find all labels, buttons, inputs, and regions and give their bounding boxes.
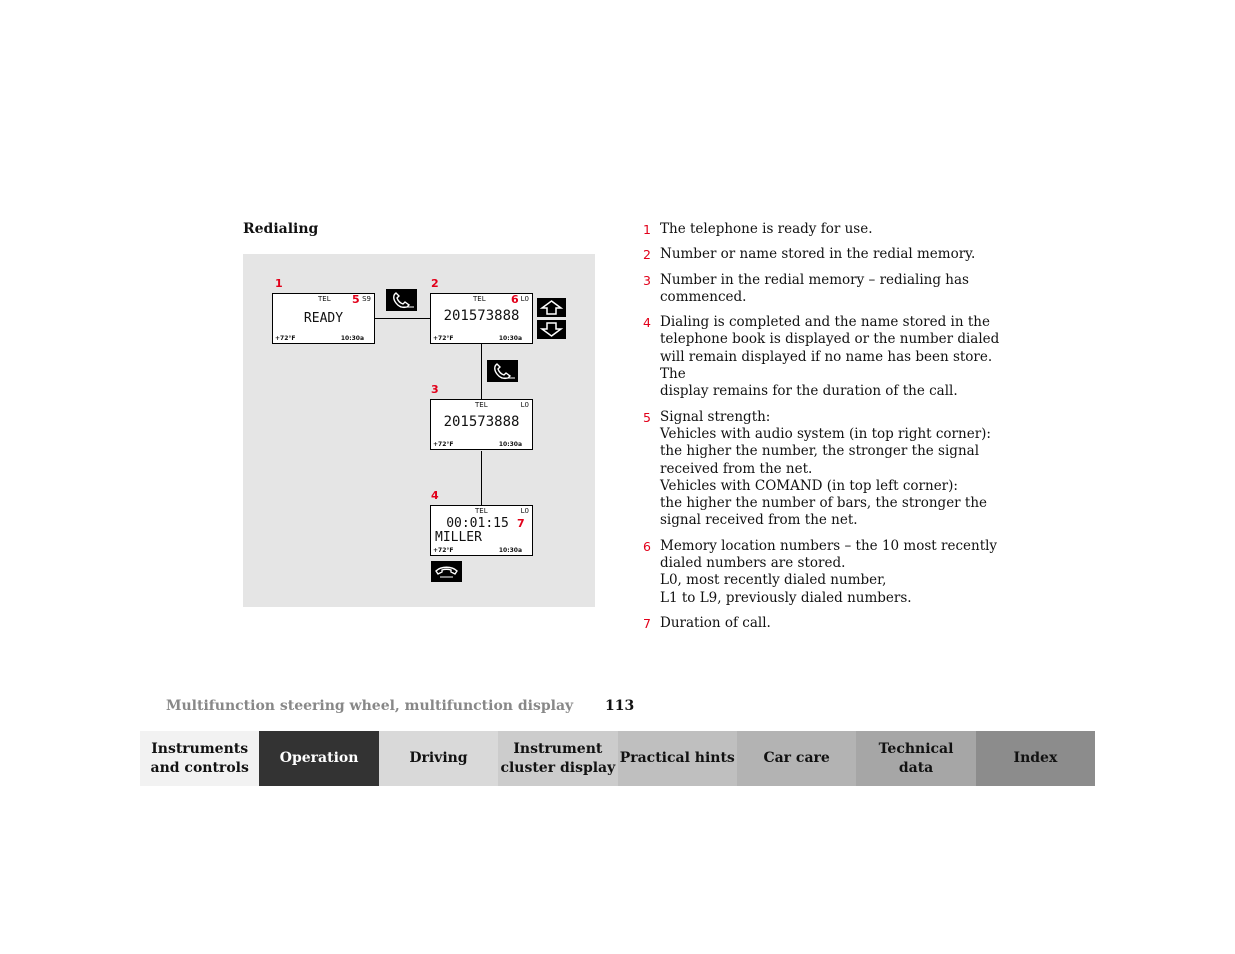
legend-item	[643, 314, 1003, 400]
legend-number: 2	[643, 247, 651, 263]
nav-tab-driving[interactable]: Driving	[379, 731, 498, 786]
arrow-up-icon	[537, 298, 566, 317]
nav-tab-index[interactable]: Index	[976, 731, 1095, 786]
page-number: 113	[605, 698, 635, 714]
footer-chapter-title: Multifunction steering wheel, multifunction display	[166, 698, 574, 714]
step-number: 2	[431, 277, 439, 290]
nav-tab-operation[interactable]: Operation	[259, 731, 378, 786]
connector-line	[481, 344, 482, 399]
section-title: Redialing	[243, 221, 319, 237]
display-signal-level: S9	[362, 295, 371, 303]
legend-number: 3	[643, 272, 651, 288]
legend-item	[643, 221, 1003, 238]
display-temperature: +72°F	[275, 335, 296, 342]
display-memory-location: L0	[520, 401, 529, 409]
legend-list	[643, 221, 1003, 640]
phone-hangup-icon	[431, 561, 462, 582]
connector-line	[374, 318, 431, 319]
legend-number: 6	[643, 538, 651, 554]
nav-tab-technical-data[interactable]: Technical data	[856, 731, 975, 786]
step-number: 4	[431, 489, 439, 502]
display-tel-label: TEL	[473, 295, 486, 303]
display-main-text: READY	[303, 311, 344, 326]
redialing-figure	[243, 254, 595, 607]
display-memory-location: L0	[520, 295, 529, 303]
connector-line	[481, 451, 482, 505]
display-temperature: +72°F	[433, 441, 454, 448]
legend-text: Memory location numbers – the 10 most recently dialed numbers are stored. L0, most recently dialed number, L1 to L9, previously dialed numbers.	[660, 537, 998, 606]
display-tel-label: TEL	[318, 295, 331, 303]
legend-item	[643, 246, 1003, 263]
display-marker: 7	[517, 517, 525, 530]
display-time: 10:30a	[340, 335, 364, 342]
display-caller-name: MILLER	[435, 530, 482, 545]
display-temperature: +72°F	[433, 335, 454, 342]
legend-number: 7	[643, 615, 651, 631]
nav-tab-practical-hints[interactable]: Practical hints	[618, 731, 737, 786]
display-marker: 6	[511, 293, 519, 306]
chapter-nav	[140, 731, 1095, 786]
legend-item	[643, 272, 1003, 307]
legend-item	[643, 615, 1003, 632]
legend-number: 1	[643, 222, 651, 237]
display-tel-label: TEL	[475, 401, 488, 409]
display-redial-memory	[430, 293, 533, 344]
legend-text: The telephone is ready for use.	[660, 221, 873, 237]
legend-text: Number or name stored in the redial memory.	[660, 246, 976, 263]
step-number: 1	[275, 277, 283, 290]
phone-pickup-icon	[386, 289, 417, 311]
legend-item	[643, 538, 1003, 607]
display-time: 10:30a	[498, 441, 522, 448]
legend-text: Number in the redial memory – redialing has commenced.	[660, 271, 969, 305]
nav-tab-car-care[interactable]: Car care	[737, 731, 856, 786]
legend-text: Dialing is completed and the name stored in the telephone book is displayed or the number dialed will remain displayed if no name has been store. The display remains for the duration of the call.	[660, 314, 1000, 400]
display-tel-label: TEL	[475, 507, 488, 515]
arrow-down-icon	[537, 320, 566, 339]
display-ready	[272, 293, 375, 344]
display-redialing	[430, 399, 533, 450]
phone-pickup-icon	[487, 360, 518, 382]
display-temperature: +72°F	[433, 547, 454, 554]
legend-number: 5	[643, 409, 651, 425]
nav-tab-instruments-and-controls[interactable]: Instruments and controls	[140, 731, 259, 786]
nav-tab-instrument-cluster-display[interactable]: Instrument cluster display	[498, 731, 617, 786]
display-memory-location: L0	[520, 507, 529, 515]
display-time: 10:30a	[498, 547, 522, 554]
legend-number: 4	[643, 315, 651, 331]
display-marker: 5	[352, 293, 360, 306]
legend-text: Duration of call.	[660, 614, 771, 631]
display-call-duration: 00:01:15	[446, 516, 509, 531]
legend-text: Signal strength: Vehicles with audio system (in top right corner): the higher the number, the stronger the signal received from the net. Vehicles with COMAND (in top left corner): the higher the number of bars, the stronger the signal received from the net.	[660, 408, 991, 529]
step-number: 3	[431, 383, 439, 396]
display-time: 10:30a	[498, 335, 522, 342]
display-call-in-progress	[430, 505, 533, 556]
legend-item	[643, 409, 1003, 530]
display-main-text: 201573888	[443, 308, 520, 324]
display-main-text: 201573888	[443, 414, 520, 430]
